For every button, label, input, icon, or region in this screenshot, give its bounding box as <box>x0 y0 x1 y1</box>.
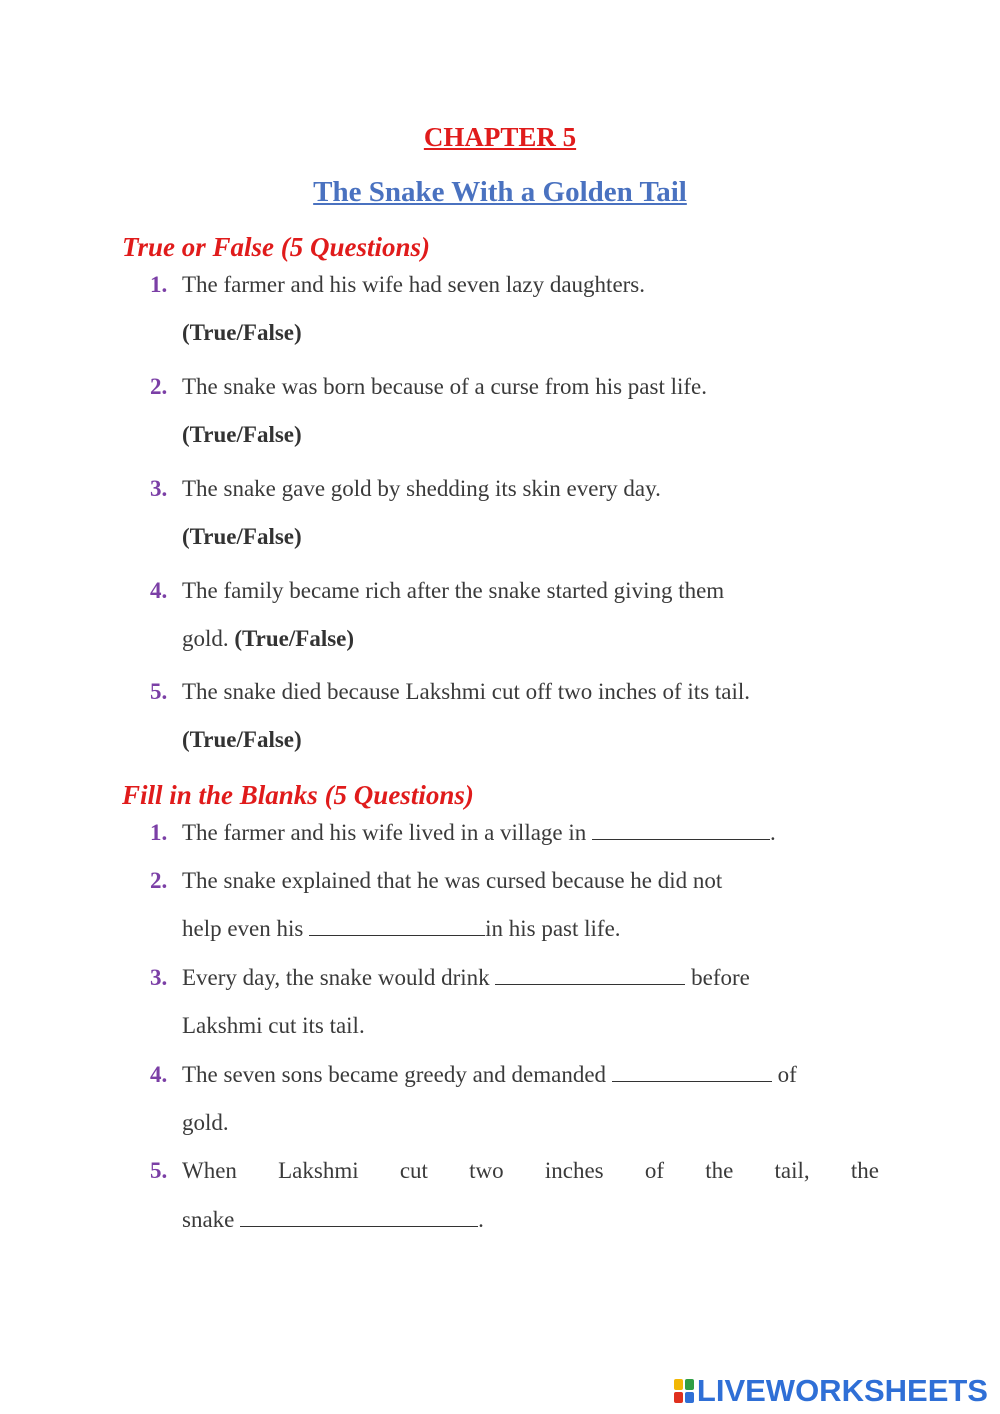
fb-question-4 <box>182 1062 797 1088</box>
tf-number-3: 3. <box>150 476 168 501</box>
fb-question-5-cont <box>182 1207 484 1233</box>
tf-question-2: The snake was born because of a curse from his past life. <box>182 374 707 399</box>
fb-question-2: The snake explained that he was cursed because he did not <box>182 868 723 893</box>
fb-word: When <box>182 1158 237 1183</box>
fb-question-1-text: The farmer and his wife lived in a village in <box>182 820 587 845</box>
fb-question-5-text-a: snake <box>182 1207 235 1232</box>
tf-question-4-line2: gold. <box>182 626 229 651</box>
liveworksheets-logo-text: LIVEWORKSHEETS <box>696 1373 988 1408</box>
fb-question-3-text-a: Every day, the snake would drink <box>182 965 490 990</box>
logo-square-4 <box>685 1392 694 1403</box>
fb-question-3-text-b: before <box>691 965 750 990</box>
liveworksheets-logo-icon <box>674 1379 694 1403</box>
fb-word: of <box>644 1158 664 1183</box>
true-false-heading: True or False (5 Questions) <box>122 232 431 262</box>
tf-choice-2[interactable]: (True/False) <box>182 422 302 447</box>
chapter-heading: CHAPTER 5 <box>423 122 577 152</box>
logo-square-1 <box>674 1379 683 1390</box>
fb-number-1: 1. <box>150 820 168 845</box>
tf-question-4-cont <box>182 626 354 652</box>
tf-number-2: 2. <box>150 374 168 399</box>
fb-word: cut <box>399 1158 428 1183</box>
fb-blank-5[interactable] <box>240 1208 478 1227</box>
fb-word: two <box>469 1158 504 1183</box>
fb-question-2-text-b: in his past life. <box>485 916 621 941</box>
fb-question-1 <box>182 820 776 846</box>
tf-choice-4[interactable]: (True/False) <box>234 626 355 651</box>
fb-word: inches <box>544 1158 604 1183</box>
fb-question-3 <box>182 965 750 991</box>
tf-number-5: 5. <box>150 679 168 704</box>
fb-question-5-end: . <box>478 1207 484 1232</box>
tf-number-4: 4. <box>150 578 168 603</box>
fb-question-4-text-a: The seven sons became greedy and demanded <box>182 1062 607 1087</box>
tf-question-5: The snake died because Lakshmi cut off two inches of its tail. <box>182 679 751 704</box>
logo-square-2 <box>685 1379 694 1390</box>
fb-word: Lakshmi <box>278 1158 359 1183</box>
fb-question-3-line2: Lakshmi cut its tail. <box>182 1013 365 1038</box>
fb-blank-4[interactable] <box>612 1063 772 1082</box>
fill-blanks-heading: Fill in the Blanks (5 Questions) <box>122 780 474 810</box>
story-title: The Snake With a Golden Tail <box>313 176 687 208</box>
fb-question-2-cont <box>182 916 621 942</box>
fb-blank-3[interactable] <box>495 966 685 985</box>
tf-question-4: The family became rich after the snake started giving them <box>182 578 725 603</box>
tf-number-1: 1. <box>150 272 168 297</box>
tf-choice-3[interactable]: (True/False) <box>182 524 302 549</box>
fb-blank-2[interactable] <box>309 917 485 936</box>
tf-choice-5[interactable]: (True/False) <box>182 727 302 752</box>
fb-question-5 <box>182 1158 879 1184</box>
fb-number-2: 2. <box>150 868 168 893</box>
fb-word: tail, <box>774 1158 810 1183</box>
tf-question-3: The snake gave gold by shedding its skin every day. <box>182 476 661 501</box>
logo-square-3 <box>674 1392 683 1403</box>
fb-question-4-line2: gold. <box>182 1110 229 1135</box>
fb-word: the <box>705 1158 734 1183</box>
fb-question-2-text-a: help even his <box>182 916 304 941</box>
liveworksheets-logo <box>674 1373 988 1409</box>
fb-number-5: 5. <box>150 1158 168 1183</box>
fb-blank-1[interactable] <box>592 821 770 840</box>
fb-word: the <box>850 1158 879 1183</box>
fb-number-4: 4. <box>150 1062 168 1087</box>
fb-question-1-end: . <box>770 820 776 845</box>
fb-number-3: 3. <box>150 965 168 990</box>
tf-choice-1[interactable]: (True/False) <box>182 320 302 345</box>
fb-question-4-text-b: of <box>777 1062 797 1087</box>
tf-question-1: The farmer and his wife had seven lazy daughters. <box>182 272 646 297</box>
